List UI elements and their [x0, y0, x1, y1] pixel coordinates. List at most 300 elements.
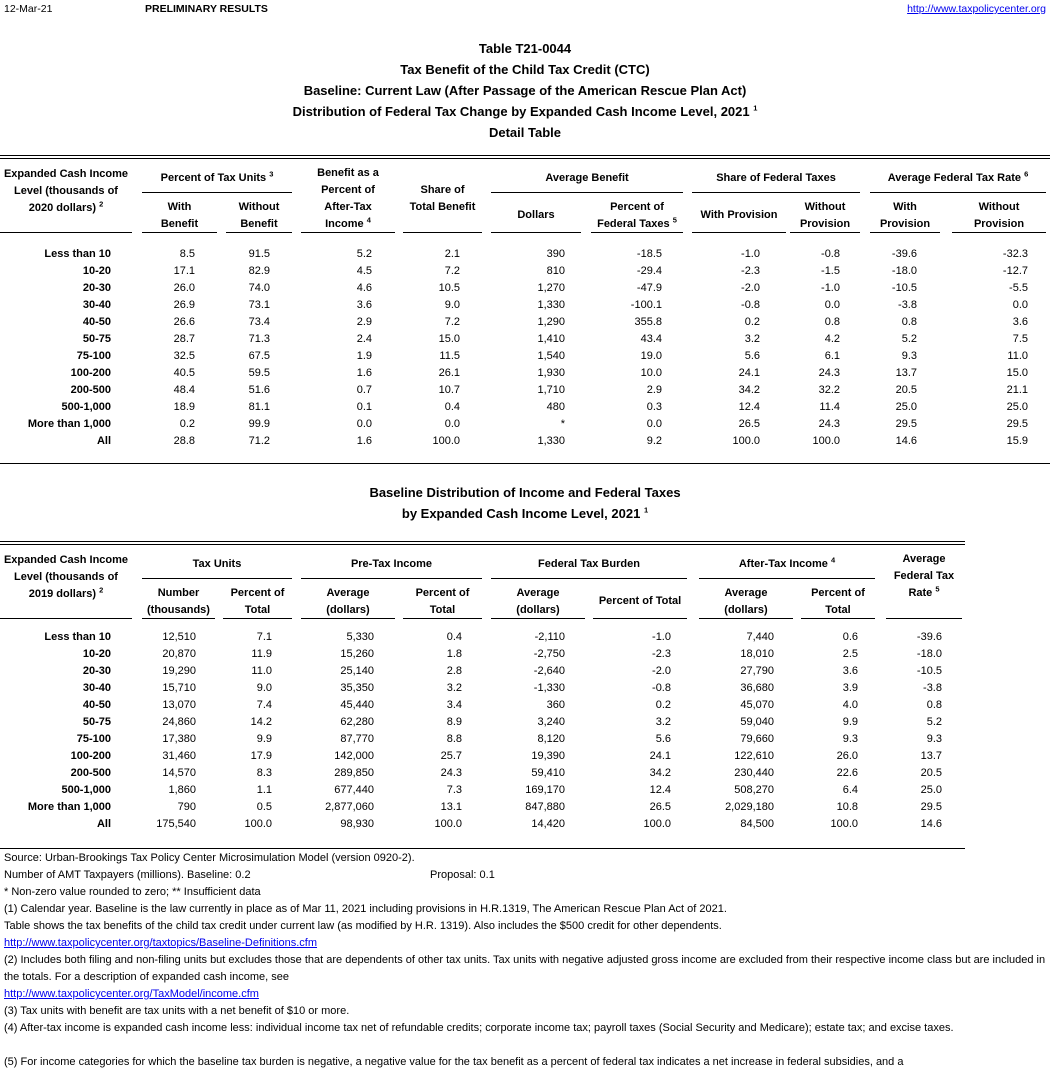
header-text: Benefit — [240, 218, 278, 230]
footnote-ref: 1 — [753, 103, 758, 113]
header-text: Average — [902, 553, 946, 565]
col-rate-without-provision — [952, 199, 1046, 233]
status-label: PRELIMINARY RESULTS — [145, 3, 268, 15]
table-row — [0, 731, 965, 748]
table-baseline: Baseline: Current Law (After Passage of the American Rescue Plan Act) — [303, 83, 747, 98]
table-cell: -2.3 — [652, 648, 671, 660]
table-cell: 0.8 — [926, 699, 942, 711]
table-cell: -1.0 — [652, 631, 671, 643]
col-pretax-pct-total — [403, 585, 482, 619]
header-text: Percent of — [415, 587, 470, 599]
table-cell: 508,270 — [734, 784, 774, 796]
table-cell: 34.2 — [738, 384, 760, 396]
col-burden-pct-total — [593, 593, 687, 619]
table-cell: -39.6 — [891, 248, 917, 260]
table-cell: 0.0 — [824, 299, 840, 311]
table-cell: 1.6 — [356, 435, 372, 447]
header-text: (thousands) — [147, 604, 210, 616]
table-cell: 71.3 — [248, 333, 270, 345]
table-cell: 15.9 — [1006, 435, 1028, 447]
header-text: Average — [724, 587, 768, 599]
table-row — [0, 382, 1050, 399]
table-cell: 9.3 — [901, 350, 917, 362]
group-average-benefit — [491, 170, 683, 193]
table-cell: 28.8 — [173, 435, 195, 447]
table-cell: 0.2 — [179, 418, 195, 430]
row-label: 50-75 — [82, 333, 111, 345]
table-cell: 73.1 — [248, 299, 270, 311]
table-cell: 71.2 — [248, 435, 270, 447]
col-pretax-average — [301, 585, 395, 619]
table-cell: 1.9 — [356, 350, 372, 362]
row-label: 30-40 — [82, 682, 111, 694]
table-cell: -2.0 — [741, 282, 760, 294]
col-without-benefit — [226, 199, 292, 233]
row-label: Less than 10 — [44, 631, 111, 643]
footnote-5: (5) For income categories for which the baseline tax burden is negative, a negative value for the tax benefit as a percent of federal tax indicates a net increase in federal subsidies, and a — [4, 1056, 904, 1068]
table-cell: 11.9 — [251, 648, 272, 660]
table-cell: 5,330 — [346, 631, 374, 643]
table-cell: 0.5 — [256, 801, 272, 813]
table-cell: 26.5 — [738, 418, 760, 430]
table-cell: 62,280 — [340, 716, 374, 728]
table-cell: 3.2 — [446, 682, 462, 694]
table-cell: 1,540 — [537, 350, 565, 362]
table-cell: -0.8 — [652, 682, 671, 694]
table-cell: 2.4 — [356, 333, 372, 345]
amt-note — [4, 867, 1046, 884]
table-cell: 59.5 — [248, 367, 270, 379]
table-cell: 0.6 — [842, 631, 858, 643]
table-cell: 26.5 — [649, 801, 671, 813]
table-cell: 11.0 — [251, 665, 272, 677]
col-with-provision — [692, 207, 786, 233]
table-cell: 2.8 — [446, 665, 462, 677]
table-cell: 59,040 — [740, 716, 774, 728]
table-cell: 100.0 — [434, 818, 462, 830]
table-cell: 0.1 — [356, 401, 372, 413]
table-cell: 0.0 — [444, 418, 460, 430]
header-text: With — [893, 201, 917, 213]
table-cell: 9.0 — [444, 299, 460, 311]
table-cell: 1.6 — [356, 367, 372, 379]
table-cell: 3.4 — [446, 699, 462, 711]
baseline-distribution-table — [0, 541, 965, 621]
row-label: 75-100 — [76, 350, 111, 362]
table-cell: 15,260 — [340, 648, 374, 660]
table-cell: 480 — [546, 401, 565, 413]
header-text: Average — [326, 587, 370, 599]
header-text: Total Benefit — [409, 201, 476, 213]
table-cell: 7.5 — [1012, 333, 1028, 345]
header-text: Dollars — [517, 209, 555, 221]
table-cell: -18.0 — [891, 265, 917, 277]
table-cell: 32.5 — [173, 350, 195, 362]
header-text: After-Tax — [324, 201, 372, 213]
table-cell: 17,380 — [162, 733, 196, 745]
table-cell: -32.3 — [1002, 248, 1028, 260]
table-cell: 0.8 — [901, 316, 917, 328]
symbol-legend: * Non-zero value rounded to zero; ** Insufficient data — [4, 886, 261, 898]
table-cell: 0.8 — [824, 316, 840, 328]
table-cell: 3.6 — [1012, 316, 1028, 328]
table-cell: 24.3 — [818, 367, 840, 379]
table-row — [0, 748, 965, 765]
header-text: Number — [157, 587, 200, 599]
header-text: Percent of — [610, 201, 664, 213]
table-cell: 10.5 — [438, 282, 460, 294]
table-cell: 14.6 — [920, 818, 942, 830]
table-cell: 355.8 — [634, 316, 662, 328]
header-text: Without — [978, 201, 1020, 213]
table-cell: 79,660 — [740, 733, 774, 745]
header-text: Percent of — [321, 184, 375, 196]
table-cell: 18,010 — [740, 648, 774, 660]
table-cell: 0.4 — [444, 401, 460, 413]
row-label: 500-1,000 — [61, 401, 111, 413]
table-cell: 11.5 — [439, 350, 460, 362]
table-cell: 48.4 — [173, 384, 195, 396]
group-pct-tax-units: Percent of Tax Units $^3$ — [142, 170, 292, 193]
table-cell: 7,440 — [746, 631, 774, 643]
footnote-4: (4) After-tax income is expanded cash income less: individual income tax net of refundable credits; corporate income tax; payroll taxes (Social Security and Medicare); estate tax; and excise taxes. — [4, 1022, 954, 1034]
header-text: Total — [244, 604, 271, 616]
table-cell: 2,029,180 — [725, 801, 774, 813]
table-cell: 25.7 — [440, 750, 462, 762]
footnote-2: (2) Includes both filing and non-filing units but excludes those that are dependents of other tax units. Tax units with negative adjusted gross income are excluded from their respective income class but are included in the totals. For a description of expanded cash income, see — [4, 954, 1046, 983]
table-cell: 1,330 — [537, 299, 565, 311]
header-text: (dollars) — [516, 604, 560, 616]
row-label: 200-500 — [70, 767, 111, 779]
table-cell: 29.5 — [1006, 418, 1028, 430]
source-note: Source: Urban-Brookings Tax Policy Center Microsimulation Model (version 0920-2). — [4, 852, 415, 864]
table-row — [0, 799, 965, 816]
table-cell: -39.6 — [916, 631, 942, 643]
table-cell: 289,850 — [334, 767, 374, 779]
header-text: Rate $^5$ — [908, 584, 940, 599]
col-rate-with-provision — [870, 199, 940, 233]
table-cell: 43.4 — [640, 333, 662, 345]
table-cell: 1.1 — [256, 784, 272, 796]
header-text: Income $^4$ — [325, 215, 371, 230]
table-cell: 5.2 — [356, 248, 372, 260]
income-definition-link[interactable]: http://www.taxpolicycenter.org/TaxModel/income.cfm — [4, 988, 259, 1000]
header-text: Tax Units — [192, 558, 242, 570]
table-cell: 2.9 — [356, 316, 372, 328]
baseline-table-body — [0, 629, 965, 833]
header-text: Provision — [799, 218, 851, 230]
table-cell: 100.0 — [830, 818, 858, 830]
header-text: Federal Tax — [893, 570, 955, 582]
table-cell: 100.0 — [244, 818, 272, 830]
table-cell: 8.3 — [256, 767, 272, 779]
page-header — [0, 3, 1050, 19]
row-label: 100-200 — [70, 750, 111, 762]
header-text: Provision — [879, 218, 931, 230]
table-cell: 2.5 — [842, 648, 858, 660]
table-cell: 24.1 — [738, 367, 760, 379]
table-cell: 12.4 — [649, 784, 671, 796]
table-detail-label: Detail Table — [488, 125, 561, 140]
table-cell: 10.8 — [836, 801, 858, 813]
table-cell: 4.5 — [356, 265, 372, 277]
table-cell: 142,000 — [334, 750, 374, 762]
footnotes — [4, 850, 1046, 1071]
header-text: Share of Federal Taxes — [716, 172, 836, 184]
table-titles — [0, 38, 1050, 143]
table-cell: 15.0 — [438, 333, 460, 345]
table-cell: -2.0 — [652, 665, 671, 677]
site-link[interactable]: http://www.taxpolicycenter.org — [907, 3, 1046, 15]
table-cell: 21.1 — [1006, 384, 1028, 396]
table-row — [0, 416, 1050, 433]
table-cell: 12.4 — [738, 401, 760, 413]
table-cell: 3.2 — [655, 716, 671, 728]
table-cell: 35,350 — [340, 682, 374, 694]
table-cell: 4.0 — [842, 699, 858, 711]
table-cell: 1,710 — [537, 384, 565, 396]
table-cell: 17.1 — [173, 265, 195, 277]
table-cell: * — [560, 418, 565, 430]
table-cell: 3.9 — [842, 682, 858, 694]
table-row — [0, 663, 965, 680]
row-label: 75-100 — [76, 733, 111, 745]
report-date: 12-Mar-21 — [4, 3, 53, 15]
table-cell: 8.9 — [446, 716, 462, 728]
table-row — [0, 314, 1050, 331]
table-cell: 5.2 — [901, 333, 917, 345]
table-cell: 27,790 — [740, 665, 774, 677]
table-cell: 81.1 — [248, 401, 270, 413]
table-cell: 25.0 — [1006, 401, 1028, 413]
table-cell: 19,390 — [531, 750, 565, 762]
table-cell: 1.8 — [446, 648, 462, 660]
table-header — [0, 159, 1050, 235]
table-cell: 175,540 — [156, 818, 196, 830]
table-cell: 122,610 — [734, 750, 774, 762]
table-cell: -0.8 — [821, 248, 840, 260]
table-cell: 87,770 — [340, 733, 374, 745]
table-cell: 3.2 — [744, 333, 760, 345]
amt-proposal: Proposal: 0.1 — [430, 869, 495, 881]
header-text: Percent of Tax Units — [160, 172, 267, 184]
header-text: Level (thousands of — [14, 185, 118, 197]
table-cell: 5.6 — [655, 733, 671, 745]
group-after-tax-income: After-Tax Income $^4$ — [699, 556, 875, 579]
col-burden-average — [491, 585, 585, 619]
group-pretax-income — [301, 556, 482, 579]
baseline-title: Baseline Distribution of Income and Federal Taxes — [369, 485, 681, 500]
table-cell: 1,330 — [537, 435, 565, 447]
table-cell: 790 — [177, 801, 196, 813]
header-text: Pre-Tax Income — [350, 558, 433, 570]
table-cell: 0.0 — [646, 418, 662, 430]
header-text: (dollars) — [326, 604, 370, 616]
col-income-level — [0, 552, 132, 619]
table-cell: 14,570 — [162, 767, 196, 779]
table-cell: 29.5 — [920, 801, 942, 813]
table-cell: -2,110 — [534, 631, 565, 643]
table-row — [0, 365, 1050, 382]
table-cell: 20.5 — [920, 767, 942, 779]
table-cell: 98,930 — [340, 818, 374, 830]
row-label: More than 1,000 — [27, 801, 111, 813]
table-cell: 24.1 — [649, 750, 671, 762]
table-cell: 9.0 — [256, 682, 272, 694]
header-text: With — [167, 201, 192, 213]
group-share-fed-taxes — [692, 170, 860, 193]
table-cell: 26.1 — [438, 367, 460, 379]
spacer — [4, 1037, 1046, 1054]
table-cell: 100.0 — [432, 435, 460, 447]
table-cell: 40.5 — [173, 367, 195, 379]
row-label: 30-40 — [82, 299, 111, 311]
table-distribution-title — [0, 101, 1050, 122]
table-cell: 36,680 — [740, 682, 774, 694]
header-text: Level (thousands of — [14, 571, 118, 583]
table-cell: 9.3 — [842, 733, 858, 745]
table-cell: 13.7 — [895, 367, 917, 379]
col-benefit-pct-ati — [301, 165, 395, 233]
table-cell: 51.6 — [248, 384, 270, 396]
table-row — [0, 331, 1050, 348]
table-cell: 1,270 — [537, 282, 565, 294]
group-fed-tax-burden — [491, 556, 687, 579]
table-row — [0, 246, 1050, 263]
table-row — [0, 399, 1050, 416]
table-cell: -0.8 — [741, 299, 760, 311]
table-bottom-rule — [0, 848, 965, 849]
row-label: 500-1,000 — [61, 784, 111, 796]
table-cell: -5.5 — [1009, 282, 1028, 294]
row-label: 20-30 — [82, 665, 111, 677]
table-cell: 31,460 — [162, 750, 196, 762]
table-cell: 169,170 — [525, 784, 565, 796]
table-row — [0, 765, 965, 782]
table-cell: 8.8 — [446, 733, 462, 745]
table-cell: 25.0 — [895, 401, 917, 413]
table-cell: 99.9 — [248, 418, 270, 430]
group-avg-fed-tax-rate: Average Federal Tax Rate $^6$ — [870, 170, 1046, 193]
header-text: Expanded Cash Income — [3, 554, 129, 566]
table-cell: 677,440 — [334, 784, 374, 796]
table-row — [0, 629, 965, 646]
table-cell: 24.3 — [440, 767, 462, 779]
table-cell: 26.0 — [836, 750, 858, 762]
table-cell: -29.4 — [636, 265, 662, 277]
table-cell: 9.9 — [842, 716, 858, 728]
table-cell: 0.2 — [655, 699, 671, 711]
table-cell: 19,290 — [162, 665, 196, 677]
footnote-1: (1) Calendar year. Baseline is the law currently in place as of Mar 11, 2021 including provisions in H.R.1319, The American Rescue Plan Act of 2021. — [4, 903, 727, 915]
table-cell: -47.9 — [636, 282, 662, 294]
table-cell: 25,140 — [340, 665, 374, 677]
table-row — [0, 263, 1050, 280]
table-cell: 810 — [546, 265, 565, 277]
header-text: Total — [825, 604, 851, 616]
table-row — [0, 782, 965, 799]
table-row — [0, 816, 965, 833]
table-cell: -1.0 — [821, 282, 840, 294]
baseline-subtitle: by Expanded Cash Income Level, 2021 $^1$ — [401, 505, 649, 521]
table-cell: 14.6 — [895, 435, 917, 447]
table-cell: 11.0 — [1007, 350, 1028, 362]
table-cell: -2,640 — [533, 665, 565, 677]
table-cell: 9.3 — [926, 733, 942, 745]
table-cell: 59,410 — [531, 767, 565, 779]
row-label: 10-20 — [82, 648, 111, 660]
col-income-level — [0, 166, 132, 233]
table-cell: 847,880 — [525, 801, 565, 813]
table-cell: -3.8 — [923, 682, 942, 694]
table-cell: 24,860 — [162, 716, 196, 728]
table-cell: 1,410 — [537, 333, 565, 345]
table-cell: 9.9 — [256, 733, 272, 745]
table-cell: 26.6 — [173, 316, 195, 328]
col-share-total-benefit — [403, 182, 482, 233]
table-cell: 15.0 — [1006, 367, 1028, 379]
col-after-tax-pct-total — [801, 585, 875, 619]
col-with-benefit — [142, 199, 217, 233]
table-bottom-rule — [0, 463, 1050, 464]
col-avg-fed-tax-rate — [886, 551, 962, 619]
table-cell: 3.6 — [356, 299, 372, 311]
table-cell: 9.2 — [646, 435, 662, 447]
row-label: More than 1,000 — [27, 418, 111, 430]
header-text: Benefit as a — [317, 167, 379, 179]
table-cell: 0.4 — [446, 631, 462, 643]
table-cell: 14.2 — [250, 716, 272, 728]
table-cell: 20,870 — [162, 648, 196, 660]
table-cell: 13.1 — [440, 801, 462, 813]
table-cell: 34.2 — [649, 767, 671, 779]
header-text: 2020 dollars) $^2$ — [28, 199, 104, 214]
table-row — [0, 280, 1050, 297]
row-label: 50-75 — [82, 716, 111, 728]
table-row — [0, 297, 1050, 314]
header-text: With Provision — [700, 209, 778, 221]
table-cell: 10.7 — [438, 384, 460, 396]
table-row — [0, 714, 965, 731]
baseline-definitions-link[interactable]: http://www.taxpolicycenter.org/taxtopics/Baseline-Definitions.cfm — [4, 937, 318, 949]
table-cell: -1.0 — [741, 248, 760, 260]
table-cell: 2.1 — [444, 248, 460, 260]
header-text: Without — [804, 201, 846, 213]
row-label: 40-50 — [82, 316, 111, 328]
table-cell: 45,440 — [340, 699, 374, 711]
ctc-benefit-table — [0, 155, 1050, 235]
table-cell: 91.5 — [248, 248, 270, 260]
header-text: 2019 dollars) $^2$ — [28, 585, 104, 600]
table-cell: 7.3 — [446, 784, 462, 796]
table-cell: 19.0 — [640, 350, 662, 362]
table-cell: 17.9 — [250, 750, 272, 762]
table-cell: -18.0 — [916, 648, 942, 660]
table-cell: 14,420 — [531, 818, 565, 830]
table-cell: 100.0 — [812, 435, 840, 447]
header-text: Total — [429, 604, 456, 616]
row-label: All — [96, 818, 111, 830]
table-row — [0, 680, 965, 697]
table-cell: 7.4 — [256, 699, 272, 711]
table-cell: 0.2 — [744, 316, 760, 328]
baseline-table-titles — [0, 482, 1050, 524]
table-cell: 6.1 — [824, 350, 840, 362]
table-cell: 67.5 — [248, 350, 270, 362]
footnote-3: (3) Tax units with benefit are tax units with a net benefit of $10 or more. — [4, 1005, 350, 1017]
row-label: 40-50 — [82, 699, 111, 711]
table-cell: 4.6 — [356, 282, 372, 294]
